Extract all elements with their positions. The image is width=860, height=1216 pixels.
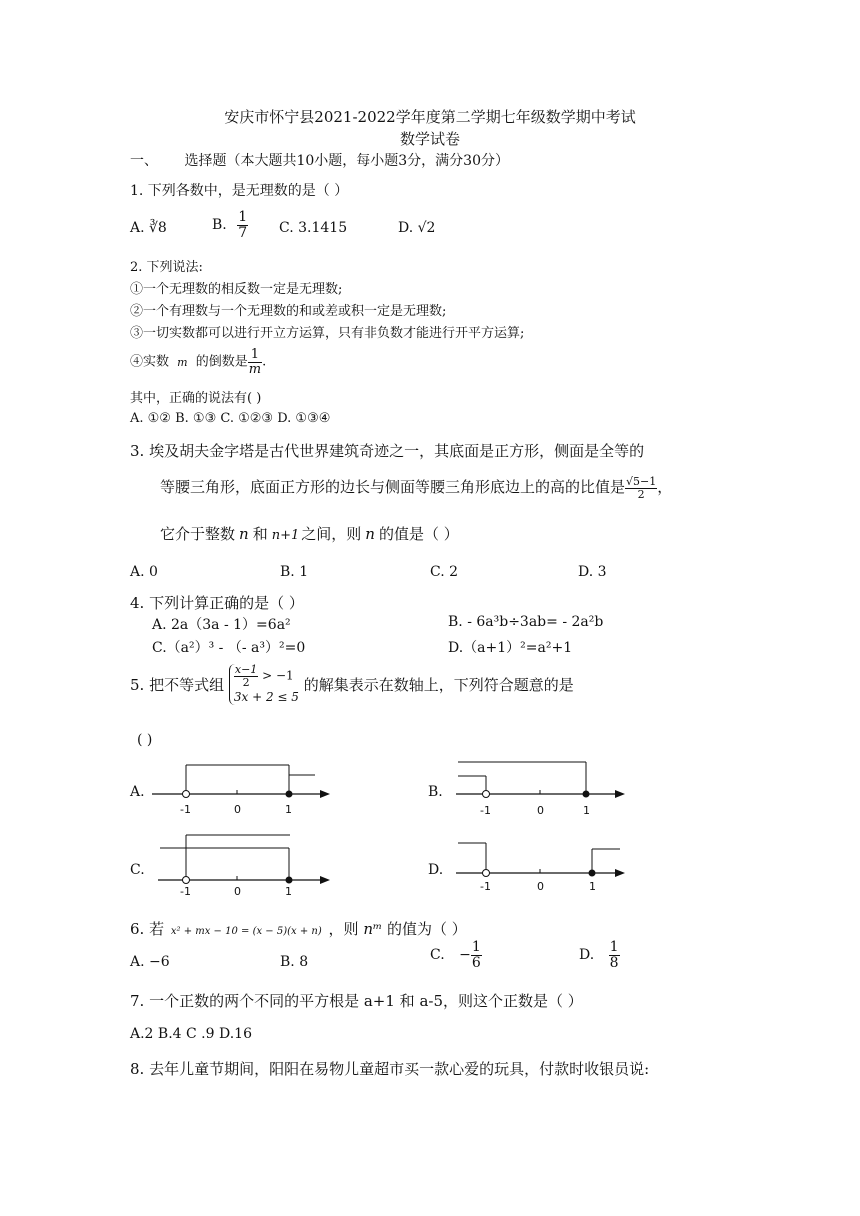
q1-option-b: B. $\frac{1}{7}$ [212,209,248,241]
q2-statement-2: ②一个有理数与一个无理数的和或差或积一定是无理数; [130,304,447,319]
svg-text:-1: -1 [480,804,491,817]
svg-text:0: 0 [537,880,544,893]
svg-text:0: 0 [234,885,241,896]
section-heading [130,150,509,170]
q2-question: 其中，正确的说法有( ) [130,391,262,406]
q5-answer-parens: ( ) [137,732,153,748]
q6-option-d: D. $\frac{1}{8}$ [579,939,619,971]
q3-line-1: 3. 埃及胡夫金字塔是古代世界建筑奇迹之一，其底面是正方形，侧面是全等的 [130,442,645,460]
page-subtitle: 数学试卷 [399,130,460,148]
svg-text:-1: -1 [180,885,191,896]
question-4-stem: 4. 下列计算正确的是（ ） [130,594,304,612]
svg-text:1: 1 [285,803,292,816]
q6-option-a: A. −6 [130,954,170,970]
q4-option-c: C.（a²）³ - （- a³）²=0 [152,640,306,656]
q3-line-3: 它介于整数 n 和 n+1 之间，则 n 的值是（ ） [160,525,459,543]
svg-text:1: 1 [589,880,596,893]
q5-number-line-c [150,830,335,896]
q1-option-d: D. √2 [398,220,436,236]
q5-label-c: C. [130,862,145,878]
q6-option-c: C. − $\frac{1}{6}$ [430,939,481,971]
q1-option-a: A. ∛8 [130,220,167,236]
q4-option-a: A. 2a（3a - 1）=6a² [152,617,291,633]
svg-text:0: 0 [234,803,241,816]
question-7-stem: 7. 一个正数的两个不同的平方根是 a+1 和 a-5，则这个正数是（ ） [130,992,583,1010]
svg-text:0: 0 [537,804,544,817]
q3-option-d: D. 3 [578,564,607,580]
question-6-stem: 6. 若 x² + mx − 10 = (x − 5)(x + n) ，则 nᵐ 的值为（ ） [130,920,467,938]
section-title: 选择题（本大题共10小题，每小题3分，满分30分） [184,153,509,169]
q2-statement-4: ④实数 m 的倒数是 $\frac{1}{m}$ . [130,347,267,377]
q2-options: A. ①② B. ①③ C. ①②③ D. ①③④ [130,411,331,426]
q5-number-line-a [150,758,335,824]
q5-label-d: D. [428,862,444,878]
section-number: 一、 [130,153,158,169]
q5-number-line-b [452,756,632,822]
svg-text:1: 1 [583,804,590,817]
svg-text:1: 1 [285,885,292,896]
q3-option-b: B. 1 [280,564,309,580]
q2-statement-1: ①一个无理数的相反数一定是无理数; [130,282,343,297]
q6-option-b: B. 8 [280,954,309,970]
q4-option-d: D.（a+1）²=a²+1 [448,640,573,656]
q4-option-b: B. - 6a³b÷3ab= - 2a²b [448,614,604,630]
q5-label-b: B. [428,784,443,800]
q5-label-a: A. [130,784,145,800]
q3-option-c: C. 2 [430,564,459,580]
svg-text:-1: -1 [180,803,191,816]
inequality-system: $\frac{x-1}{2}$ > −1 3x + 2 ≤ 5 [229,664,299,705]
page-title: 安庆市怀宁县2021-2022学年度第二学期七年级数学期中考试 [224,108,636,126]
q3-line-2: 等腰三角形，底面正方形的边长与侧面等腰三角形底边上的高的比值是 $\frac{√5-1}{2}$ ， [160,475,673,501]
question-2-stem: 2. 下列说法: [130,260,203,275]
question-5-stem: 5. 把不等式组 $\frac{x-1}{2}$ > −1 3x + 2 ≤ 5 的解集表示在数轴上，下列符合题意的是 [130,663,574,705]
q2-statement-3: ③一切实数都可以进行开立方运算，只有非负数才能进行开平方运算; [130,326,525,341]
q1-option-c: C. 3.1415 [279,220,348,236]
svg-text:-1: -1 [480,880,491,893]
question-1-stem: 1. 下列各数中，是无理数的是（ ） [130,183,349,199]
q5-number-line-d [452,835,632,895]
q3-option-a: A. 0 [130,564,158,580]
question-8-stem: 8. 去年儿童节期间，阳阳在易物儿童超市买一款心爱的玩具，付款时收银员说: [130,1060,650,1078]
q7-options: A.2 B.4 C .9 D.16 [130,1026,252,1042]
